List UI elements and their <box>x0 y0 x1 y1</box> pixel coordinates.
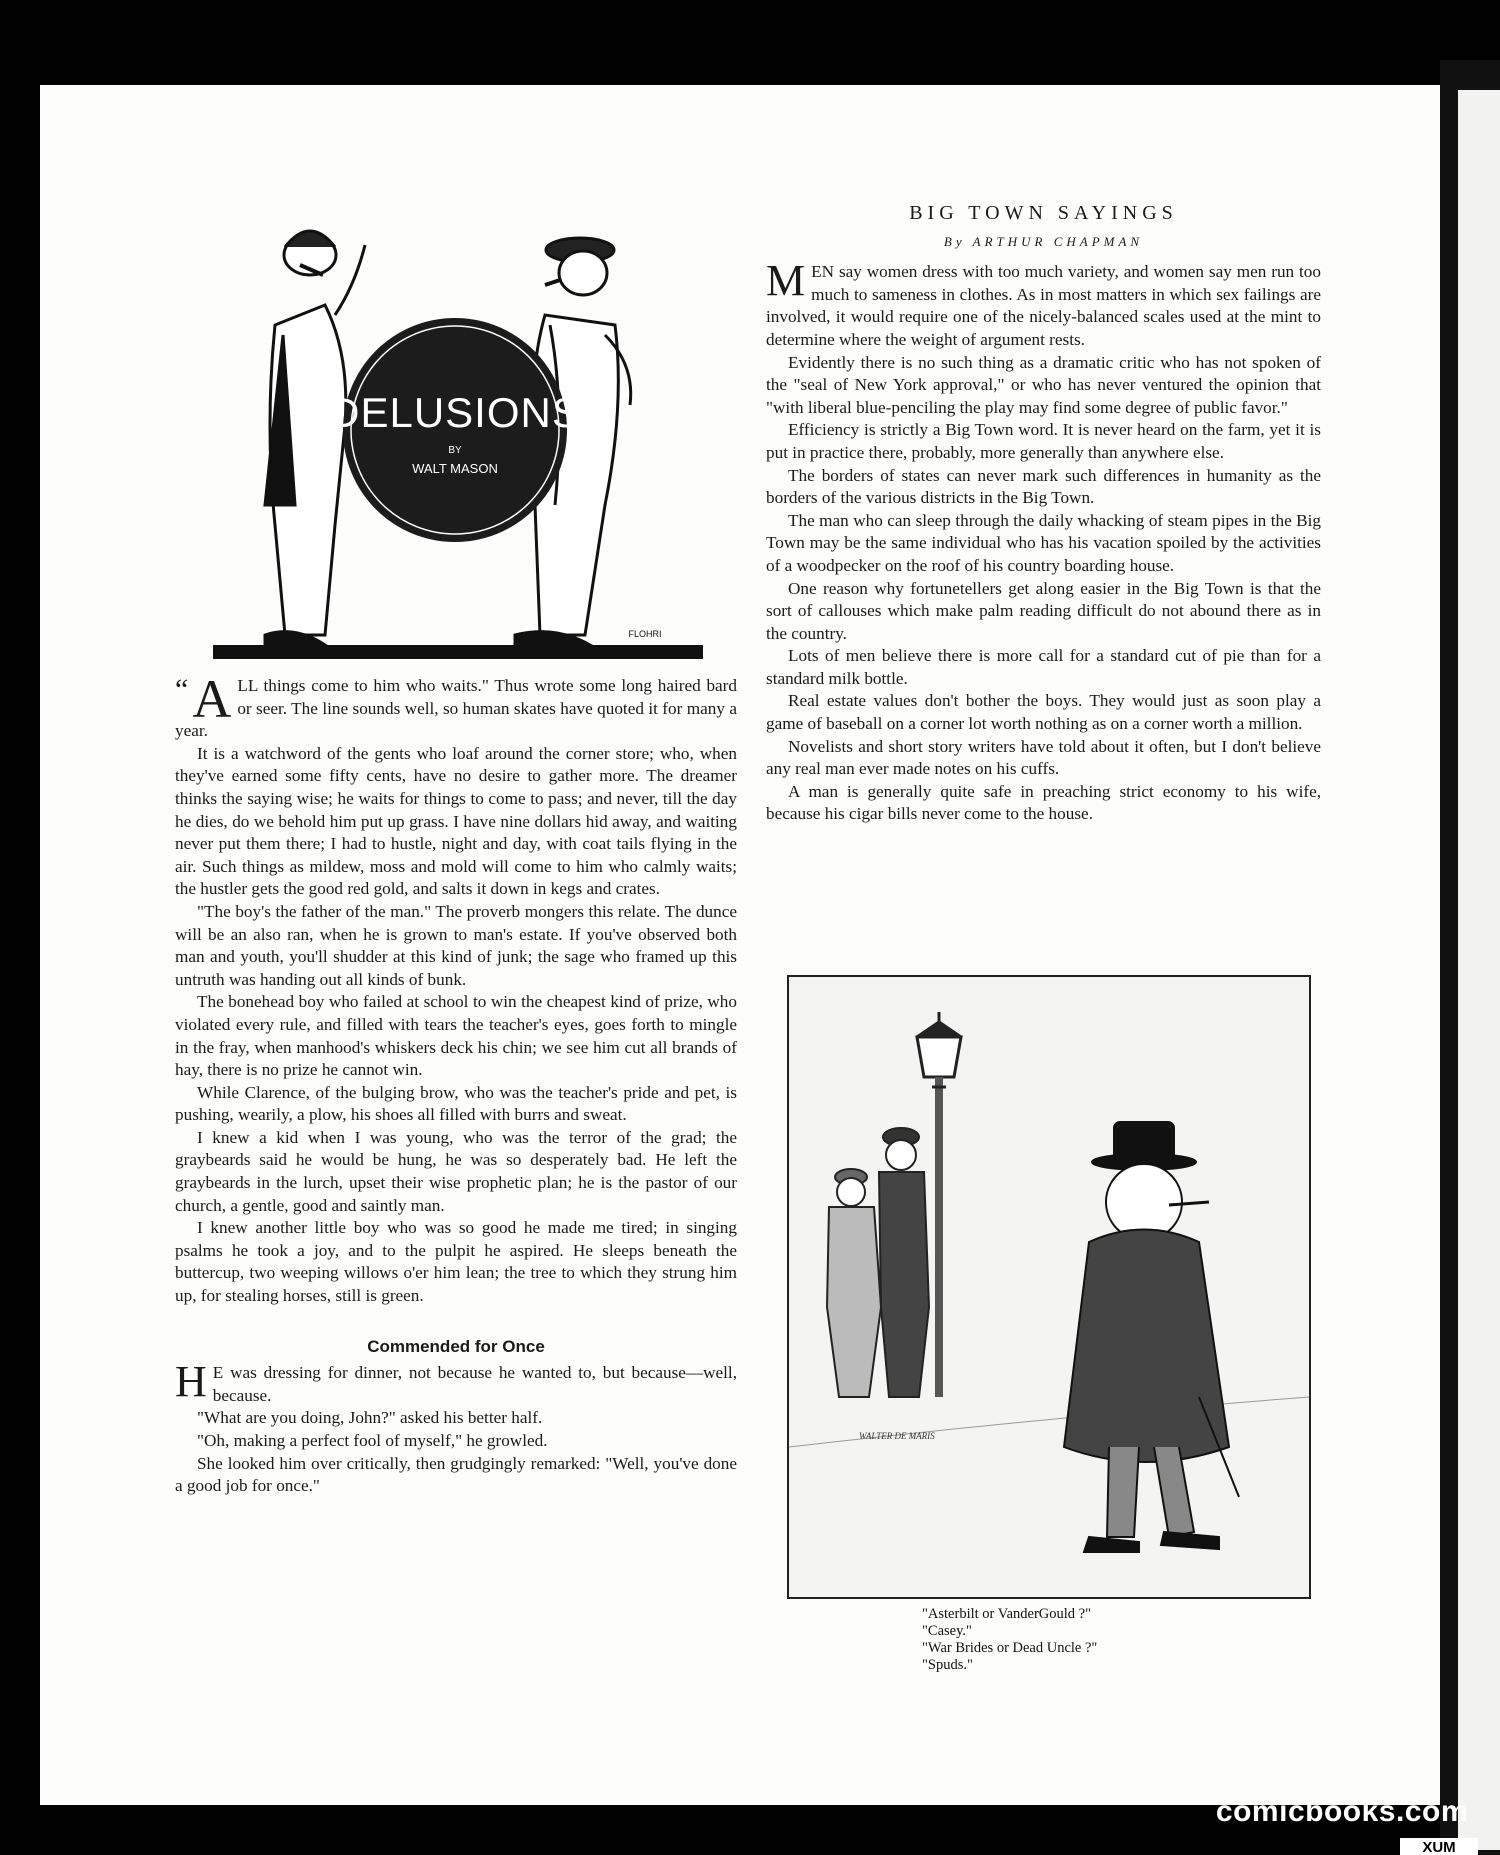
delusions-column <box>175 669 737 1498</box>
delusions-paragraph: I knew a kid when I was young, who was the terror of the grad; the graybeards said he would be hung, he was so desperately bad. He left the graybeards in the lurch, upset their wise prophetic plan; he is the pastor of our church, a gentle, good and saintly man. <box>175 1127 737 1215</box>
delusions-paragraph: It is a watchword of the gents who loaf around the corner store; who, when they've earned some fifty cents, have no desire to gather more. The dreamer thinks the saying wise; he waits for things to come to pass; and never, till the day he dies, do we behold him put up grass. I have nine dollars hid away, and waiting never put them there; I had to hustle, night and day, with coat tails flying in the air. Such things as mildew, moss and mold will come to him who calmly waits; the hustler gets the good red gold, and salts it down in kegs and crates. <box>175 743 737 899</box>
big-town-paragraph: Efficiency is strictly a Big Town word. It is never heard on the farm, yet it is put in practice there, probably, more generally than anywhere else. <box>766 420 1321 462</box>
delusions-paragraph: While Clarence, of the bulging brow, who was the teacher's pride and pet, is pushing, wearily, a plow, his shoes all filled with burrs and sweat. <box>175 1082 737 1125</box>
commended-paragraph: H E was dressing for dinner, not because he wanted to, but because—well, because. <box>175 1357 737 1407</box>
big-town-paragraph: Real estate values don't bother the boys. They would just as soon play a game of baseball on a corner lot worth nothing as on a corner worth a million. <box>766 691 1321 734</box>
delusions-paragraph: "The boy's the father of the man." The proverb mongers this relate. The dunce will be an also ran, when he is grown to man's estate. If you've observed both man and youth, you'll shudder at this kind of junk; the sage who framed up this untruth was handing out all kinds of bunk. <box>175 901 737 989</box>
big-town-paragraph: Lots of men believe there is more call for a standard cut of pie than for a standard milk bottle. <box>766 646 1321 688</box>
big-town-title: BIG TOWN SAYINGS <box>909 202 1178 224</box>
artist-signature: FLOHRI <box>628 629 662 639</box>
big-town-paragraph: The man who can sleep through the daily whacking of steam pipes in the Big Town may be the same individual who has his vacation spoiled by the activities of a woodpecker on the roof of his country boarding house. <box>766 510 1321 575</box>
delusions-title: DELUSIONS <box>329 389 581 436</box>
street-scene-illustration <box>787 975 1311 1599</box>
illustration-caption <box>922 1606 1182 1674</box>
caption-line: "War Brides or Dead Uncle ?" <box>922 1640 1098 1656</box>
next-page-edge <box>1458 90 1500 1850</box>
illustrator-signature: WALTER DE MARIS <box>859 1431 935 1441</box>
commended-title: Commended for Once <box>367 1336 545 1356</box>
drop-cap: H <box>175 1357 207 1407</box>
drop-cap: M <box>766 256 806 306</box>
delusions-header-illustration <box>205 205 705 665</box>
delusions-paragraph: I knew another little boy who was so good he made me tired; in singing psalms he took a joy, and to the pulpit he aspired. He sleeps beneath the buttercup, two weeping willows o'er him lean; the tree to which they strung him up, for stealing horses, still is green. <box>175 1218 737 1306</box>
commended-paragraph: "What are you doing, John?" asked his better half. <box>197 1408 543 1428</box>
big-town-byline: By ARTHUR CHAPMAN <box>943 233 1144 249</box>
big-town-paragraph: MEN say women dress with too much variety, and women say men run too much to sameness in clothes. As in most matters in which sex failings are involved, it would require one of the nicely-balanced scales used at the mint to determine where the weight of argument rests. <box>766 256 1321 349</box>
delusions-paragraph: “ A LL things come to him who waits." Thus wrote some long haired bard or seer. The line sounds well, so human skates have quoted it for many a year. <box>175 669 737 741</box>
big-town-paragraph: The borders of states can never mark such differences in humanity as the borders of the various districts in the Big Town. <box>766 465 1321 508</box>
open-quote: “ <box>175 673 189 706</box>
big-town-paragraph: A man is generally quite safe in preaching strict economy to his wife, because his cigar bills never come to the house. <box>766 781 1321 824</box>
corner-tab: XUM <box>1400 1838 1478 1855</box>
big-town-paragraph: One reason why fortunetellers get along easier in the Big Town is that the sort of callouses which make palm reading difficult do not abound there as in the country. <box>766 578 1321 643</box>
caption-line: "Spuds." <box>922 1657 973 1673</box>
street-scene-drawing <box>789 977 1309 1597</box>
commended-paragraph: She looked him over critically, then grudgingly remarked: "Well, you've done a good job for once." <box>175 1453 737 1496</box>
caption-line: "Casey." <box>922 1623 972 1639</box>
delusions-by: BY <box>448 445 462 456</box>
big-town-paragraph: Evidently there is no such thing as a dramatic critic who has not spoken of the "seal of New York approval," or who has never ventured the opinion that "with liberal blue-penciling the play may find some degree of public favor." <box>766 352 1321 417</box>
site-watermark: comicbooks.com <box>1215 1795 1468 1828</box>
delusions-paragraph: The bonehead boy who failed at school to win the cheapest kind of prize, who violated every rule, and filled with tears the teacher's eyes, goes forth to mingle in the fray, when manhood's whiskers deck his chin; we see him cut all brands of hay, there is no prize he cannot win. <box>175 992 737 1080</box>
big-town-paragraph: Novelists and short story writers have told about it often, but I don't believe any real man ever made notes on his cuffs. <box>766 736 1321 779</box>
big-town-column <box>766 202 1321 826</box>
two-men-drawing <box>205 205 705 665</box>
caption-line: "Asterbilt or VanderGould ?" <box>922 1606 1092 1622</box>
commended-paragraph: "Oh, making a perfect fool of myself," he growled. <box>197 1431 548 1450</box>
drop-cap: A <box>192 669 232 729</box>
delusions-author: WALT MASON <box>412 461 498 476</box>
